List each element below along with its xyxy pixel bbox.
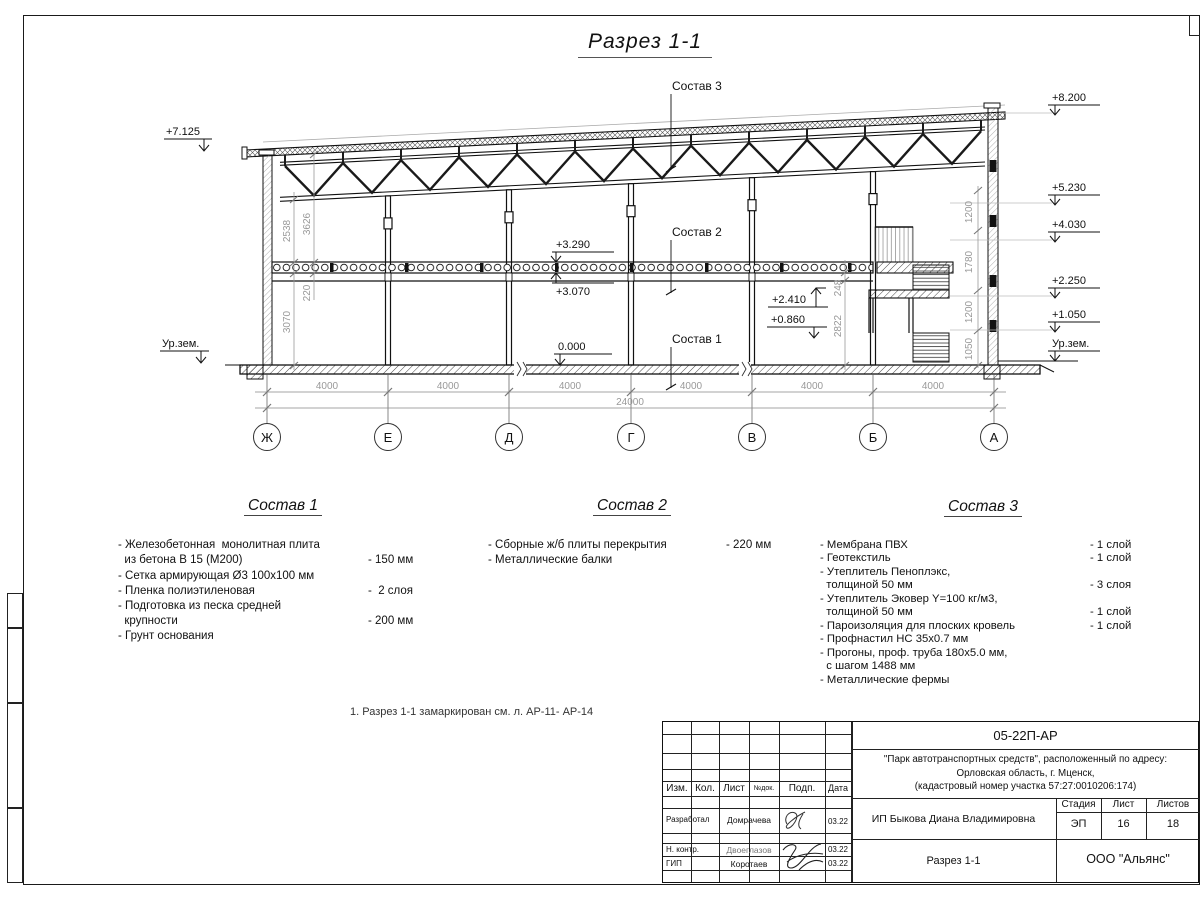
drawing-note: 1. Разрез 1-1 замаркирован см. л. АР-11- АР-14 — [350, 706, 594, 718]
tb-col-list: Лист — [723, 783, 745, 794]
elevation-label: +3.290 — [556, 239, 590, 251]
dim-label: 3070 — [282, 310, 293, 334]
left-wall — [259, 150, 274, 365]
axis-label: Б — [868, 430, 878, 445]
list-item: толщиной 50 мм - 1 слой — [820, 606, 1132, 618]
dim-label: 2822 — [833, 314, 844, 338]
tb-sheets-value: 18 — [1166, 818, 1180, 830]
dim-label: 1050 — [964, 337, 975, 361]
list-item: - Сетка армирующая Ø3 100х100 мм — [118, 569, 315, 582]
tb-stage-label: Стадия — [1061, 799, 1096, 810]
list-item: - Грунт основания — [118, 630, 214, 643]
margin-cell — [7, 593, 23, 628]
axis-label: А — [989, 430, 999, 445]
elevation-label: +3.070 — [556, 286, 590, 298]
elevation-label: 0.000 — [558, 341, 586, 353]
axis-label: В — [747, 430, 757, 445]
sostav1-title: Состав 1 — [118, 498, 448, 516]
elevation-label: +4.030 — [1052, 219, 1086, 231]
dim-label: 1200 — [964, 200, 975, 224]
elevation-label: +8.200 — [1052, 92, 1086, 104]
leader-label-sostav3: Состав 3 — [672, 79, 722, 93]
elevation-label: +2.250 — [1052, 275, 1086, 287]
roof — [242, 105, 1005, 201]
sostav2-block — [488, 498, 776, 569]
ground-level-label: Ур.зем. — [1052, 338, 1090, 350]
sostav3-title: Состав 3 — [820, 500, 1146, 517]
leader-label-sostav2: Состав 2 — [672, 225, 722, 239]
sostav2-title: Состав 2 — [488, 498, 776, 516]
page-title: Разрез 1-1 — [520, 30, 770, 58]
margin-cell — [7, 808, 23, 883]
signature — [781, 806, 825, 832]
tb-sheet-value: 16 — [1117, 818, 1130, 830]
list-item: толщиной 50 мм - 3 слоя — [820, 579, 1132, 591]
tb-client: ИП Быкова Диана Владимировна — [871, 813, 1036, 825]
tb-doc-code: 05-22П-АР — [993, 728, 1058, 743]
dim-label: 248 — [833, 279, 844, 297]
tb-name: Домрачева — [727, 815, 771, 825]
list-item: - Профнастил НС 35х0.7 мм — [820, 633, 969, 645]
axis-label: Е — [383, 430, 393, 445]
list-item: - Прогоны, проф. труба 180х5.0 мм, — [820, 646, 1008, 659]
list-item: - Пленка полиэтиленовая - 2 слоя — [118, 584, 414, 597]
axis-label: Д — [504, 430, 514, 445]
floor-slab — [272, 262, 873, 281]
elevation-interior — [551, 239, 828, 365]
list-item: из бетона В 15 (М200) - 150 мм — [118, 554, 414, 567]
tb-date: 03.22 — [827, 817, 849, 826]
tb-stage-value: ЭП — [1070, 818, 1087, 830]
list-item: - Мембрана ПВХ - 1 слой — [820, 538, 1132, 551]
tb-drawing-name: Разрез 1-1 — [926, 855, 981, 867]
list-item: - Утеплитель Пеноплэкс, — [820, 565, 951, 578]
dim-label: 1780 — [964, 250, 975, 274]
elevation-label: +0.860 — [771, 314, 805, 326]
tb-company: ООО "Альянс" — [1086, 852, 1170, 866]
sostav3-block — [820, 500, 1146, 687]
title-block — [662, 721, 1199, 883]
margin-cell — [7, 703, 23, 808]
tb-date: 03.22 — [827, 859, 849, 868]
list-item: крупности - 200 мм — [118, 615, 414, 628]
dim-label: 4000 — [436, 381, 460, 392]
break-mark — [739, 362, 752, 377]
dim-label: 220 — [302, 284, 313, 302]
tb-role: Разработал — [666, 815, 710, 824]
dim-label: 4000 — [679, 381, 703, 392]
list-item: - Геотекстиль - 1 слой — [820, 552, 1132, 564]
sostav-leaders — [666, 79, 722, 390]
signature — [779, 840, 827, 872]
ground-level-label: Ур.зем. — [162, 338, 200, 350]
elevation-label: +7.125 — [166, 126, 200, 138]
tb-col-data: Дата — [828, 783, 848, 793]
list-item: - Сборные ж/б плиты перекрытия - 220 мм — [488, 539, 772, 552]
elevation-label: +2.410 — [772, 294, 806, 306]
tb-role: Н. контр. — [666, 845, 700, 854]
axis-label: Ж — [260, 430, 274, 445]
tb-role: ГИП — [666, 859, 682, 868]
dim-label: 4000 — [558, 381, 582, 392]
bottom-dims — [254, 374, 1008, 451]
tb-name: Коротаев — [730, 859, 768, 869]
tb-col-izm: Изм. — [666, 783, 688, 794]
leader-label-sostav1: Состав 1 — [672, 332, 722, 346]
tb-sheet-label: Лист — [1112, 799, 1135, 810]
dim-label: 1200 — [964, 300, 975, 324]
dim-label: 4000 — [921, 381, 945, 392]
tb-sheets-label: Листов — [1156, 799, 1190, 810]
list-item: - Железобетонная монолитная плита — [118, 539, 320, 552]
ground-floor — [225, 361, 1078, 379]
elevation-label: +1.050 — [1052, 309, 1086, 321]
dim-label: 4000 — [315, 381, 339, 392]
axis-label: Г — [627, 430, 635, 445]
right-wall — [984, 103, 1000, 365]
staircase — [869, 227, 953, 362]
list-item: - Металлические балки — [488, 554, 613, 567]
list-item: - Пароизоляция для плоских кровель - 1 слой — [820, 619, 1132, 632]
dim-label: 3626 — [302, 212, 313, 236]
elevation-left — [160, 126, 212, 363]
tb-col-kol: Кол. — [695, 783, 715, 794]
axis-bubbles — [261, 430, 999, 445]
dim-label: 2538 — [282, 219, 293, 243]
tb-name: Двоеглазов — [726, 845, 772, 855]
list-item: - Подготовка из песка средней — [118, 600, 282, 613]
list-item: - Металлические фермы — [820, 673, 950, 686]
margin-cell — [7, 628, 23, 703]
list-item: - Утеплитель Эковер Y=100 кг/м3, — [820, 592, 998, 605]
tb-project: "Парк автотранспортных средств", расположенный по адресу: Орловская область, г. Мценск, (кадастровый номер участка 57:27:0010206:174) — [883, 754, 1168, 792]
tb-col-podp: Подп. — [788, 783, 816, 794]
sostav1-block — [118, 498, 448, 645]
dim-label: 24000 — [616, 397, 644, 408]
break-mark — [514, 362, 527, 377]
dim-label: 4000 — [800, 381, 824, 392]
tb-col-ndok: №док. — [753, 785, 775, 792]
elevation-label: +5.230 — [1052, 182, 1086, 194]
tb-date: 03.22 — [827, 845, 849, 854]
list-item: с шагом 1488 мм — [820, 660, 916, 672]
